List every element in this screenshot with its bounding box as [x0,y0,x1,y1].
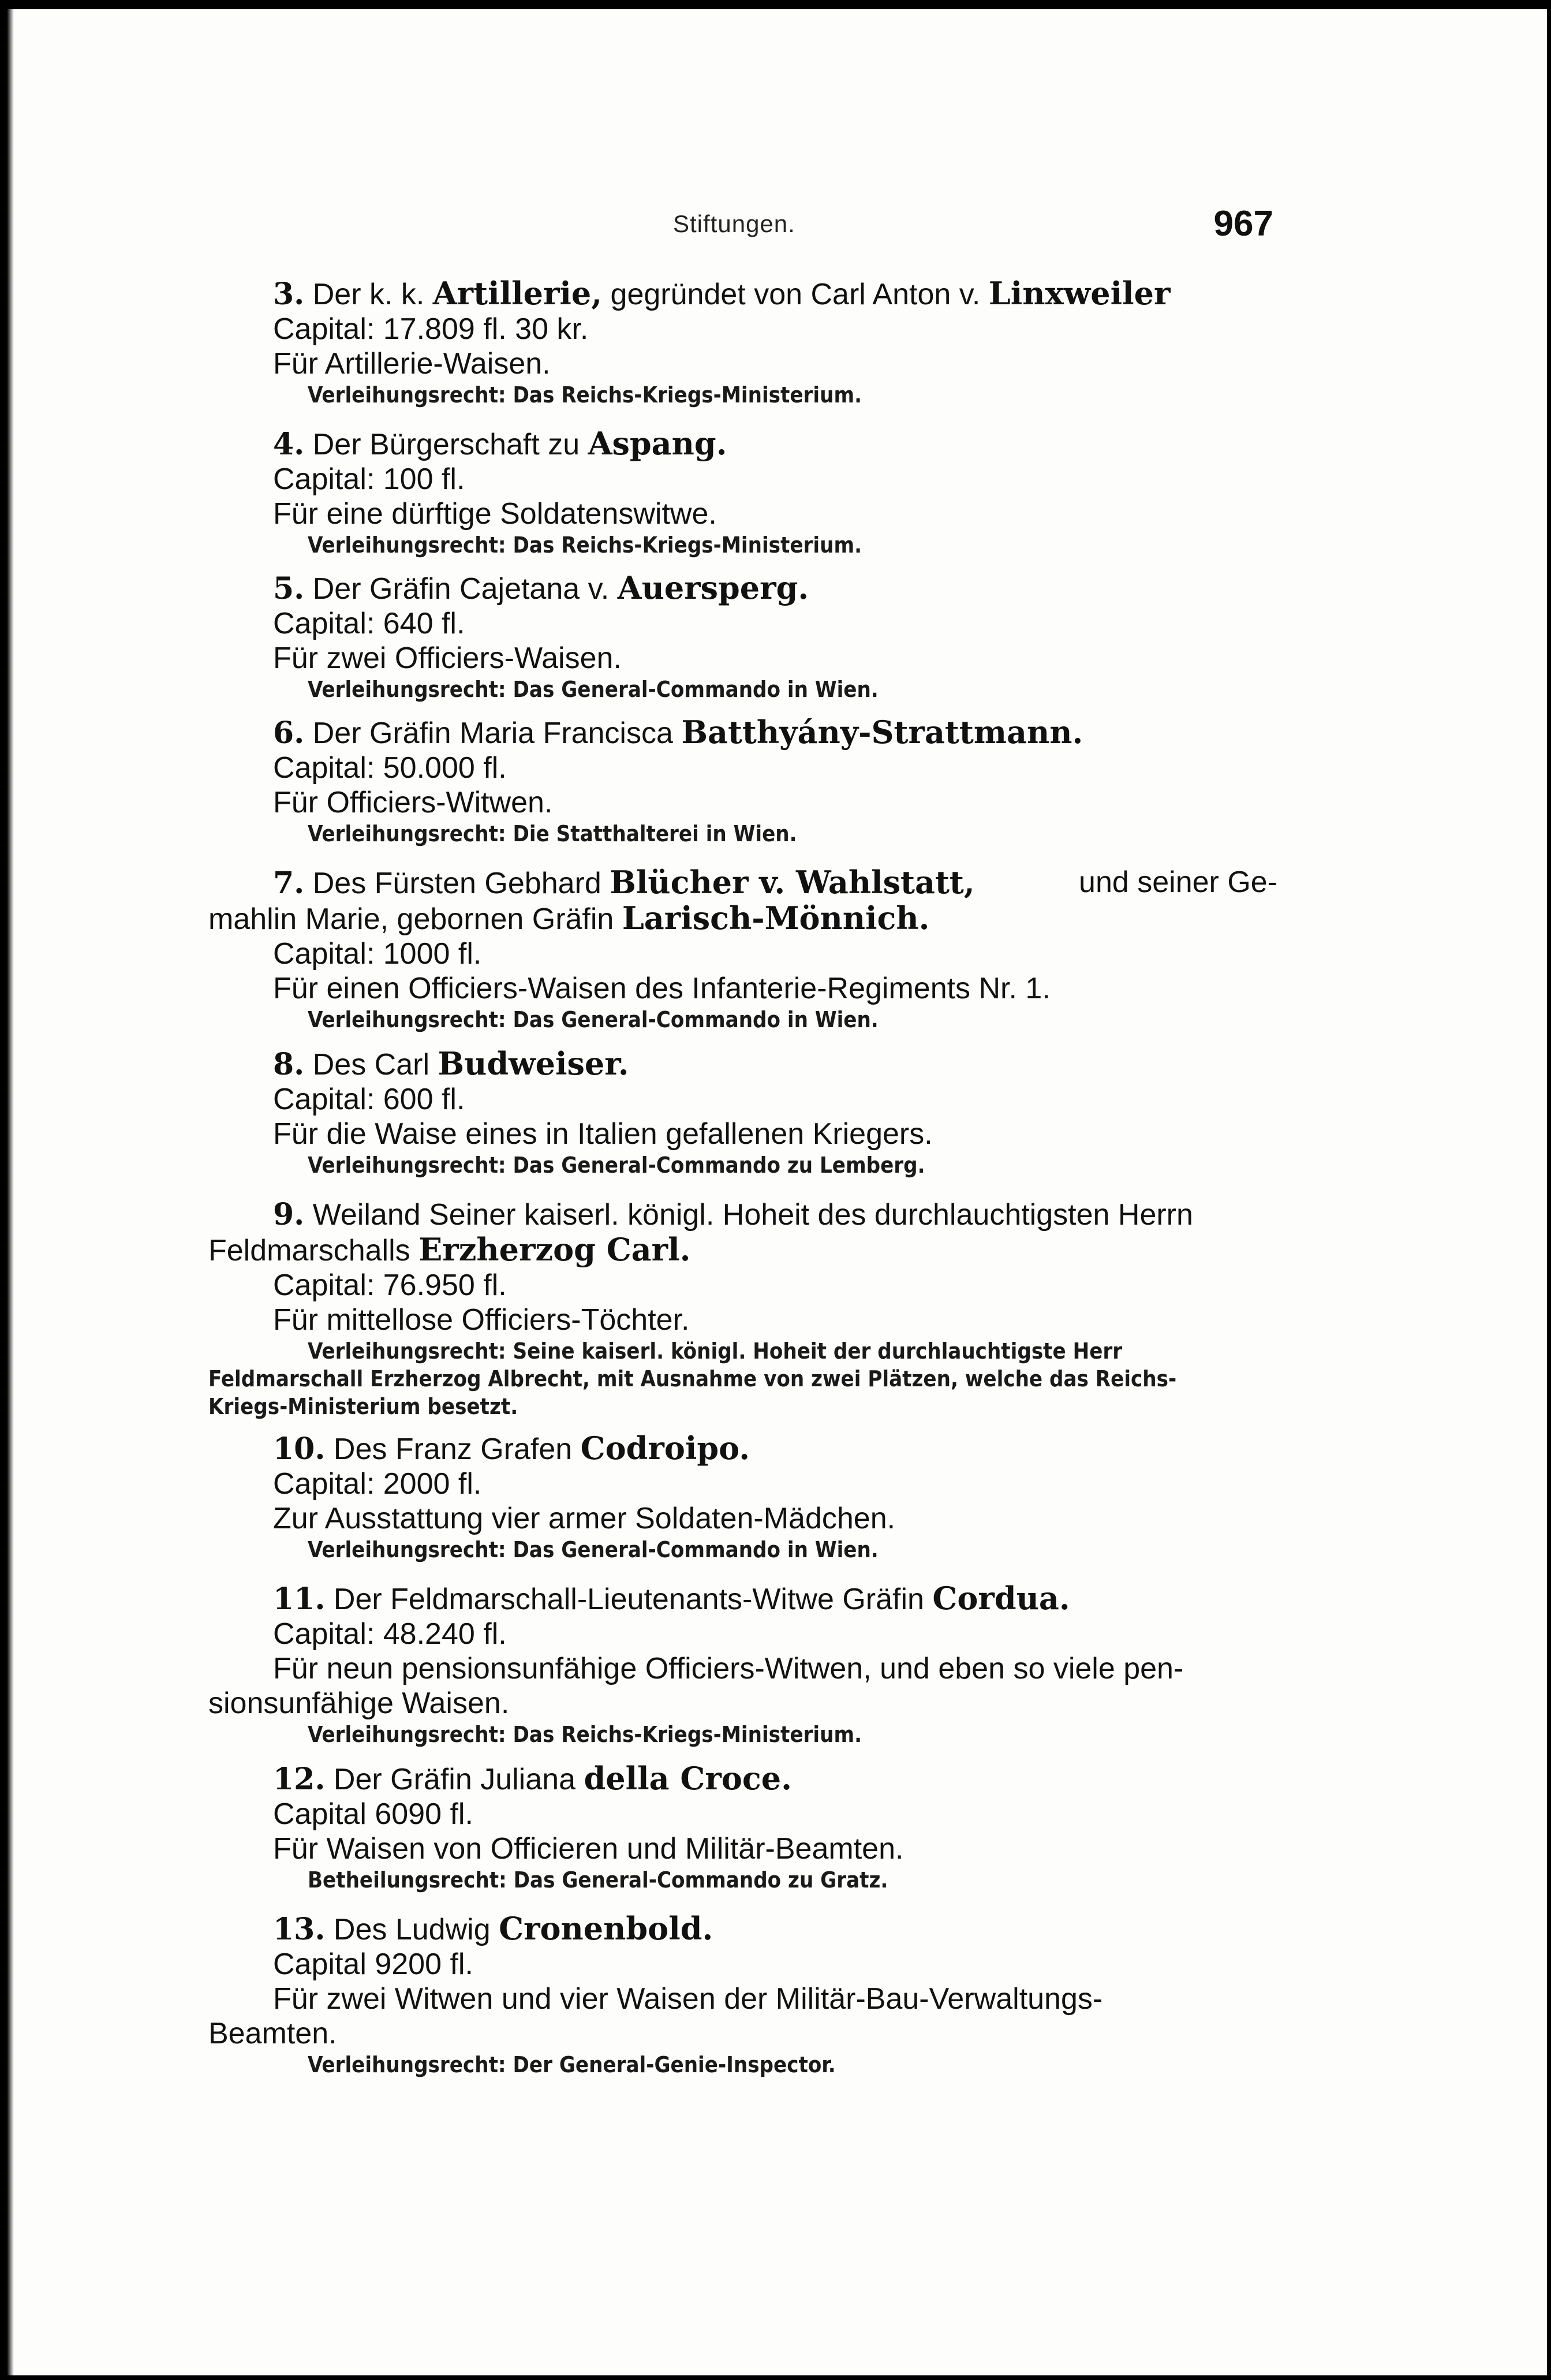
grant-right: Verleihungsrecht: Das General-Commando in Wien. [308,1007,879,1032]
purpose: Für mittellose Officiers-Töchter. [273,1303,690,1337]
founder-name: Auersperg. [617,569,809,606]
entry-11 [208,1581,1277,1748]
entry-8 [208,1046,1277,1179]
entry-7 [208,865,1277,1034]
capital: Capital: 48.240 fl. [273,1617,507,1651]
entry-6 [208,715,1277,848]
grant-right-continued: Feldmarschall Erzherzog Albrecht, mit Ausnahme von zwei Plätzen, welche das Reichs- [208,1366,1177,1392]
founder-name: Erzherzog Carl. [418,1231,691,1268]
entry-title: 11. Der Feldmarschall-Lieutenants-Witwe Gräfin Cordua. [273,1580,1070,1617]
grant-right: Betheilungsrecht: Das General-Commando zu Gratz. [308,1867,888,1893]
entry-12 [208,1761,1277,1894]
entry-title: 6. Der Gräfin Maria Francisca Batthyány-Strattmann. [273,714,1083,751]
capital: Capital: 640 fl. [273,607,465,640]
grant-right: Verleihungsrecht: Seine kaiserl. königl. Hoheit der durchlauchtigste Herr [308,1338,1123,1364]
purpose: Für neun pensionsunfähige Officiers-Witwen, und eben so viele pen- [273,1652,1184,1685]
entry-5 [208,570,1277,703]
founder-name: Cordua. [932,1580,1070,1617]
founder-name: Budweiser. [438,1045,629,1082]
grant-right: Verleihungsrecht: Das General-Commando zu Lemberg. [308,1152,925,1178]
entry-title: 10. Des Franz Grafen Codroipo. [273,1430,750,1467]
founder-name: della Croce. [584,1760,792,1797]
capital: Capital: 1000 fl. [273,937,482,971]
grant-right: Verleihungsrecht: Die Statthalterei in Wien. [308,821,797,846]
entry-title: 3. Der k. k. Artillerie, gegründet von Carl Anton v. Linxweiler [273,275,1171,312]
grant-right-continued: Kriegs-Ministerium besetzt. [208,1394,518,1419]
founder-name: Batthyány-Strattmann. [681,714,1083,751]
capital: Capital 6090 fl. [273,1797,473,1831]
purpose: Für Waisen von Officieren und Militär-Beamten. [273,1832,904,1866]
entry-10 [208,1431,1277,1564]
entry-title: 4. Der Bürgerschaft zu Aspang. [273,425,727,462]
founder-name: Codroipo. [580,1430,750,1467]
purpose-continued: sionsunfähige Waisen. [208,1687,510,1720]
page-number: 967 [1213,204,1273,244]
capital: Capital: 600 fl. [273,1083,465,1116]
purpose: Für einen Officiers-Waisen des Infanterie-Regiments Nr. 1. [273,972,1051,1005]
entry-4 [208,426,1277,559]
purpose: Zur Ausstattung vier armer Soldaten-Mädchen. [273,1502,896,1535]
page-header [673,203,1273,249]
grant-right: Verleihungsrecht: Das Reichs-Kriegs-Ministerium. [308,382,862,408]
founder-name: Cronenbold. [499,1910,713,1947]
entry-title-continued: mahlin Marie, gebornen Gräfin Larisch-Mönnich. [208,900,930,937]
capital: Capital: 50.000 fl. [273,751,507,785]
founder-name: Aspang. [588,425,727,462]
capital: Capital 9200 fl. [273,1948,473,1981]
entry-title: 8. Des Carl Budweiser. [273,1045,629,1082]
running-head: Stiftungen. [673,210,795,237]
grant-right: Verleihungsrecht: Der General-Genie-Inspector. [308,2052,836,2077]
purpose: Für zwei Officiers-Waisen. [273,641,622,675]
purpose-continued: Beamten. [208,2017,337,2050]
purpose: Für die Waise eines in Italien gefallenen Kriegers. [273,1117,933,1151]
capital: Capital: 100 fl. [273,462,465,496]
entry-title-continued: Feldmarschalls Erzherzog Carl. [208,1231,691,1268]
scanned-page [3,9,1547,2375]
founder-name: Linxweiler [988,275,1171,312]
founder-name: Blücher v. Wahlstatt, [610,864,975,901]
purpose: Für eine dürftige Soldatenswitwe. [273,497,717,531]
purpose: Für zwei Witwen und vier Waisen der Militär-Bau-Verwaltungs- [273,1982,1103,2016]
grant-right: Verleihungsrecht: Das General-Commando in Wien. [308,677,879,702]
entry-9 [208,1198,1277,1420]
entry-title: 5. Der Gräfin Cajetana v. Auersperg. [273,569,809,606]
purpose: Für Officiers-Witwen. [273,786,553,819]
purpose: Für Artillerie-Waisen. [273,347,551,380]
entry-3 [208,276,1277,409]
entry-13 [208,1911,1277,2079]
entry-title: 7. Des Fürsten Gebhard Blücher v. Wahlstatt, und seiner Ge- [273,864,1277,901]
grant-right: Verleihungsrecht: Das General-Commando in Wien. [308,1537,879,1562]
capital: Capital: 76.950 fl. [273,1269,507,1302]
capital: Capital: 17.809 fl. 30 kr. [273,312,589,346]
capital: Capital: 2000 fl. [273,1467,482,1501]
page-binding-edge [3,9,14,2375]
founder-name: Larisch-Mönnich. [622,900,930,937]
founder-name: Artillerie, [432,275,603,312]
entry-title: 12. Der Gräfin Juliana della Croce. [273,1760,792,1797]
grant-right: Verleihungsrecht: Das Reichs-Kriegs-Ministerium. [308,1722,862,1747]
grant-right: Verleihungsrecht: Das Reichs-Kriegs-Ministerium. [308,532,862,558]
entry-title: 13. Des Ludwig Cronenbold. [273,1910,713,1947]
entry-title: 9. Weiland Seiner kaiserl. königl. Hoheit des durchlauchtigsten Herrn [273,1197,1193,1232]
